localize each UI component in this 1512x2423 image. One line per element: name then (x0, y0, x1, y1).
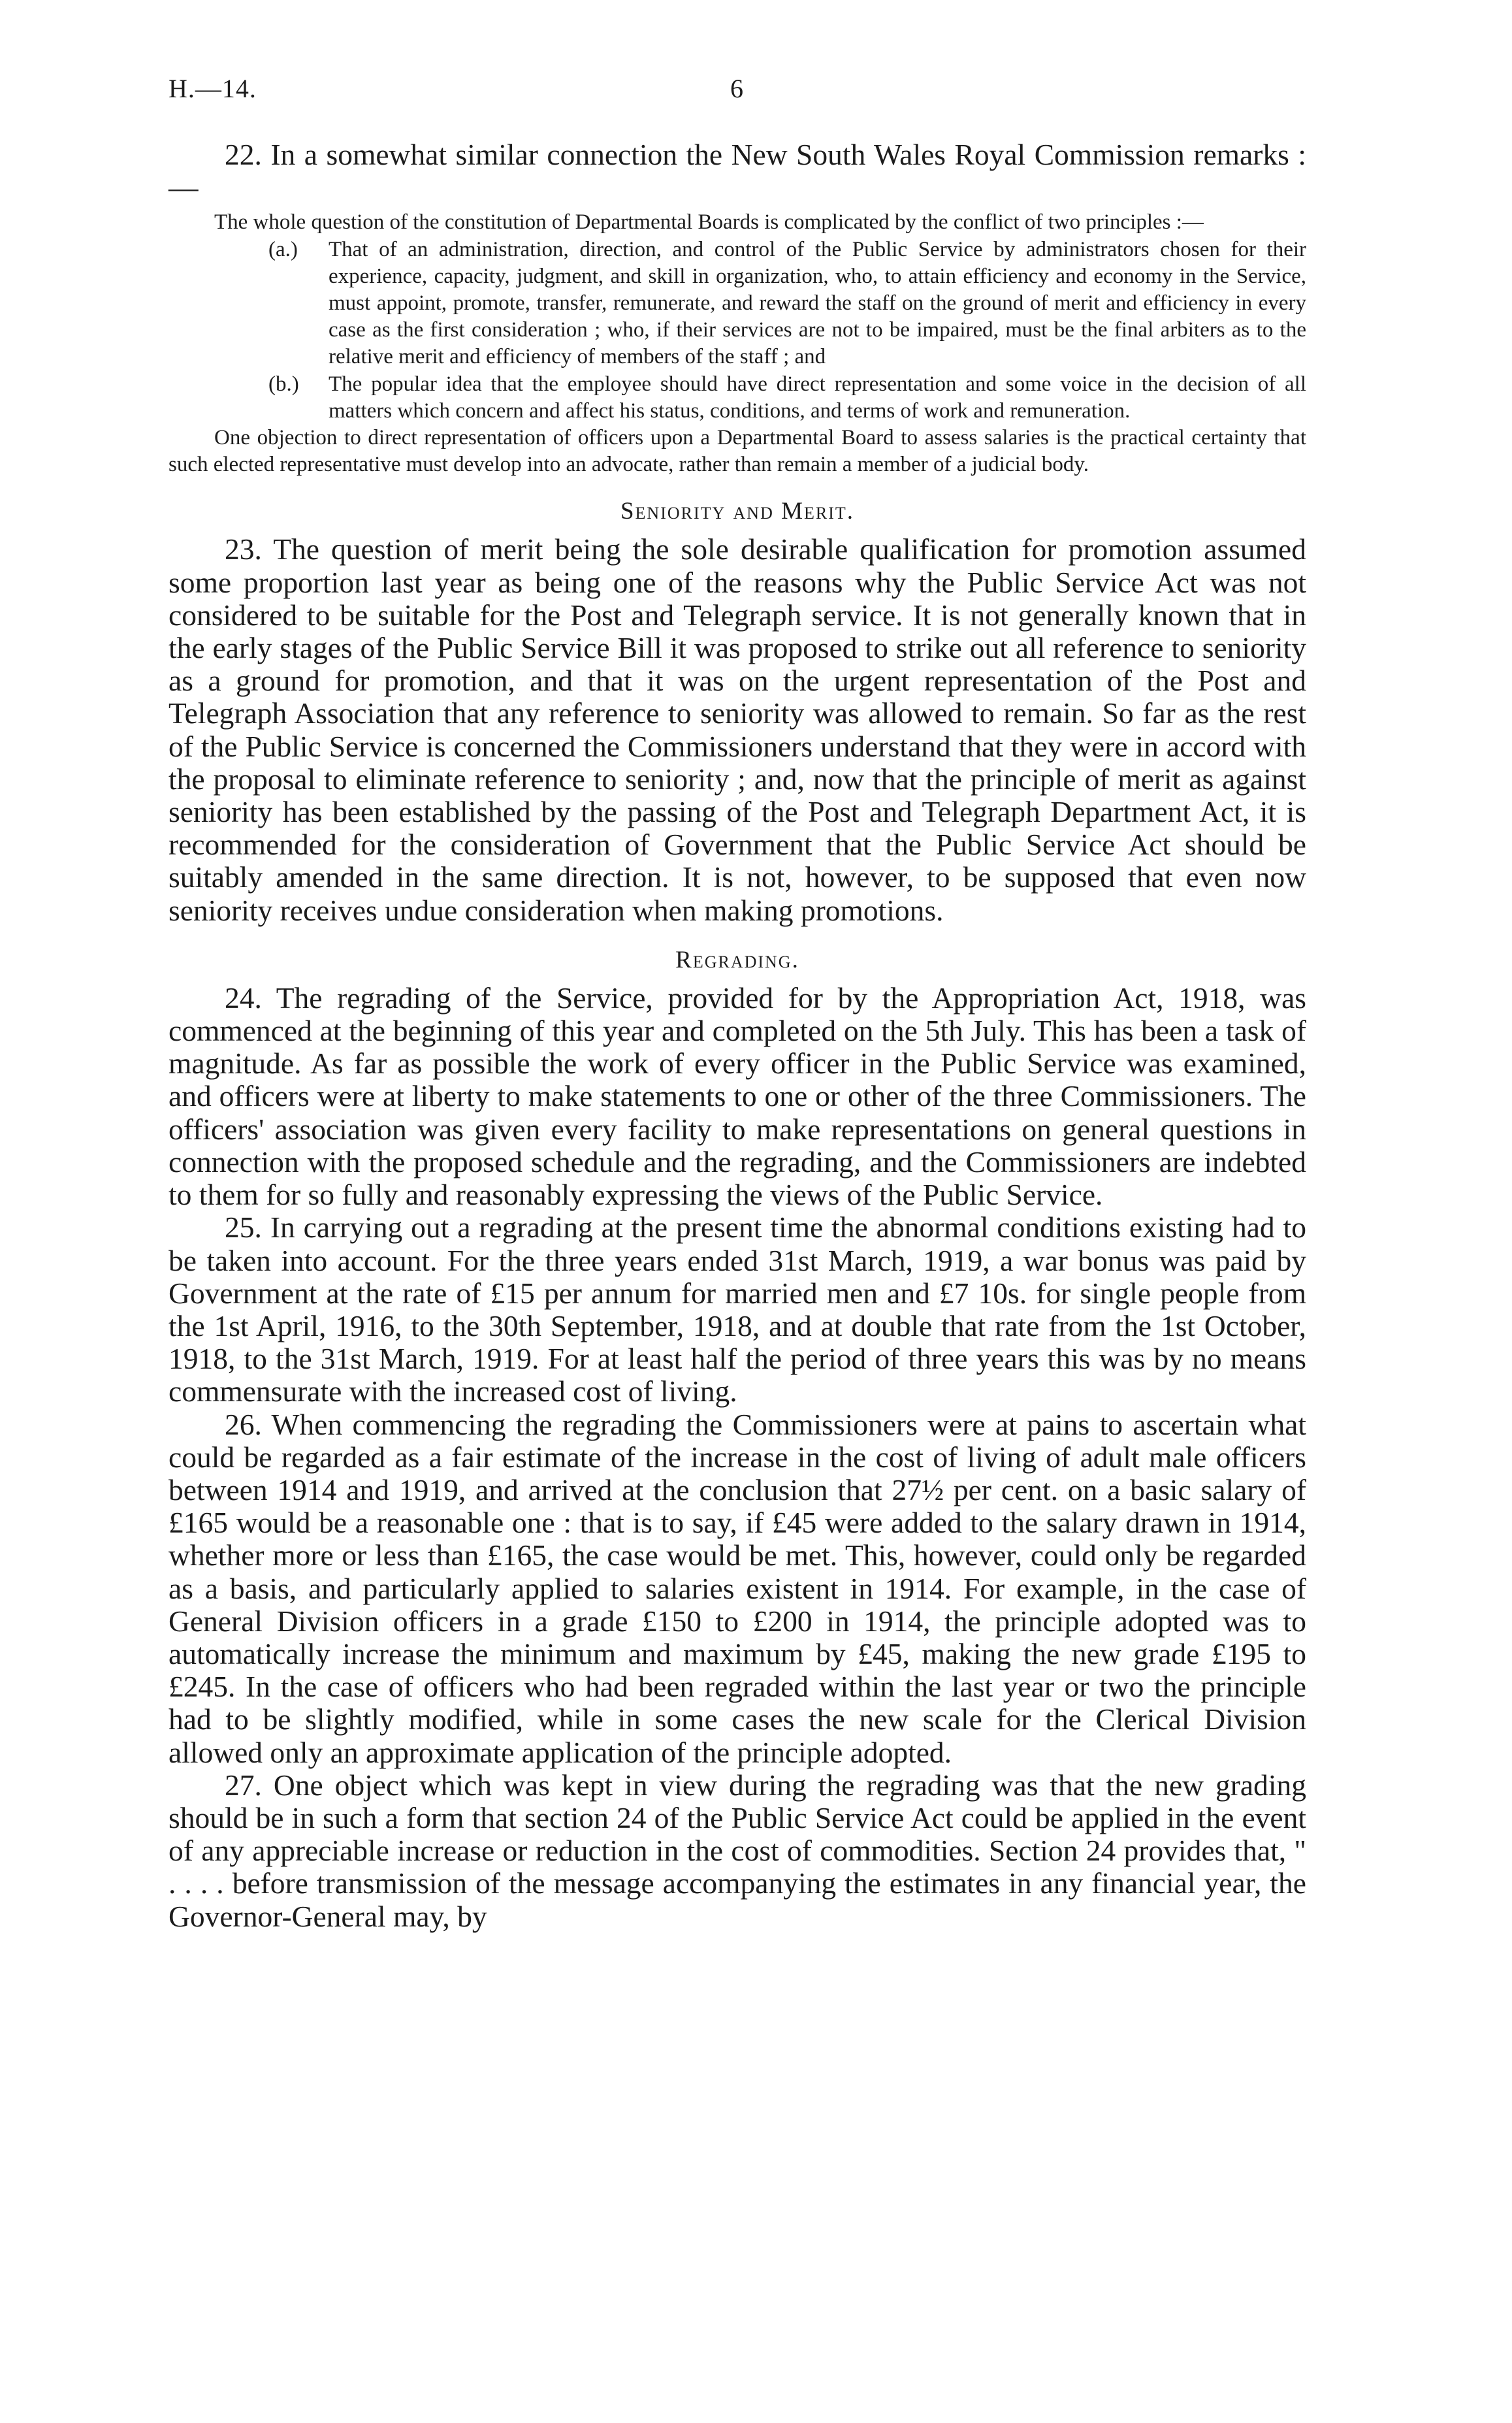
paragraph-24: 24. The regrading of the Service, provided for by the Appropriation Act, 1918, was commenced at the beginning of this year and completed on the 5th July. This has been a task of magnitude. As far as possible the work of every officer in the Public Service was examined, and officers were at liberty to make statements to one or other of the three Commissioners. The officers' association was given every facility to make representations on general questions in connection with the proposed schedule and the regrading, and the Commissioners are indebted to them for so fully and reasonably expressing the views of the Public Service. (169, 981, 1306, 1212)
quote-item-b (169, 371, 1306, 425)
quote-closing: One objection to direct representation of officers upon a Departmental Board to assess salaries is the practical certainty that such elected representative must develop into an advocate, rather than remain a member of a judicial body. (169, 426, 1306, 477)
quote-intro: The whole question of the constitution of Departmental Boards is complicated by the conflict of two principles :— (214, 210, 1204, 235)
paragraph-27: 27. One object which was kept in view during the regrading was that the new grading should be in such a form that section 24 of the Public Service Act could be applied in the event of any appreciable increase or reduction in the cost of commodities. Section 24 provides that, " . . . . before transmission of the message accompanying the estimates in any financial year, the Governor-General may, by (169, 1768, 1306, 1933)
quote-item-marker: (a.) (268, 237, 298, 261)
quote-item-a (169, 236, 1306, 371)
quoted-passage (169, 209, 1306, 478)
paragraph-25: 25. In carrying out a regrading at the present time the abnormal conditions existing had to be taken into account. For the three years ended 31st March, 1919, a war bonus was paid by Government at the rate of £15 per annum for married men and £7 10s. for single people from the 1st April, 1916, to the 30th September, 1918, and at double that rate from the 1st October, 1918, to the 31st March, 1919. For at least half the period of three years this was by no means commensurate with the increased cost of living. (169, 1211, 1306, 1408)
page-number: 6 (730, 74, 743, 103)
paragraph-23: 23. The question of merit being the sole desirable qualification for promotion assumed some proportion last year as being one of the reasons why the Public Service Act was not considered to be suitable for the Post and Telegraph service. It is not generally known that in the early stages of the Public Service Bill it was proposed to strike out all reference to seniority as a ground for promotion, and that it was on the urgent representation of the Post and Telegraph Association that any reference to seniority was allowed to remain. So far as the rest of the Public Service is concerned the Commissioners understand that they were in accord with the proposal to eliminate reference to seniority ; and, now that the principle of merit as against seniority has been established by the passing of the Post and Telegraph Department Act, it is recommended for the consideration of Government that the Public Service Act should be suitably amended in the same direction. It is not, however, to be supposed that even now seniority receives undue consideration when making promotions. (169, 532, 1306, 927)
quote-item-marker: (b.) (268, 372, 299, 396)
section-heading-regrading: Regrading. (675, 946, 799, 973)
quote-item-text: The popular idea that the employee should have direct representation and some voice in the decision of all matters which concern and affect his status, conditions, and terms of work and remuneration. (329, 372, 1306, 423)
paragraph-26: 26. When commencing the regrading the Commissioners were at pains to ascertain what could be regarded as a fair estimate of the increase in the cost of living of adult male officers between 1914 and 1919, and arrived at the conclusion that 27½ per cent. on a basic salary of £165 would be a reasonable one : that is to say, if £45 were added to the salary drawn in 1914, whether more or less than £165, the case would be met. This, however, could only be regarded as a basis, and particularly applied to salaries existent in 1914. For example, in the case of General Division officers in a grade £150 to £200 in 1914, the principle adopted was to automatically increase the minimum and maximum by £45, making the new grade £195 to £245. In the case of officers who had been regraded within the last year or two the principle had to be slightly modified, while in some cases the new scale for the Clerical Division allowed only an approximate application of the principle adopted. (169, 1407, 1306, 1769)
page-body (169, 138, 1306, 1933)
quote-item-text: That of an administration, direction, and control of the Public Service by administrators chosen for their experience, capacity, judgment, and skill in organization, who, to attain efficiency and economy in the Service, must appoint, promote, transfer, remunerate, and reward the staff on the ground of merit and efficiency in every case as the first consideration ; who, if their services are not to be impaired, must be the final arbiters as to the relative merit and efficiency of members of the staff ; and (329, 237, 1306, 369)
paragraph-22: 22. In a somewhat similar connection the New South Wales Royal Commission remarks :— (169, 138, 1306, 204)
section-heading-seniority: Seniority and Merit. (620, 498, 855, 525)
page-header (169, 73, 1306, 112)
report-reference: H.—14. (169, 74, 257, 103)
